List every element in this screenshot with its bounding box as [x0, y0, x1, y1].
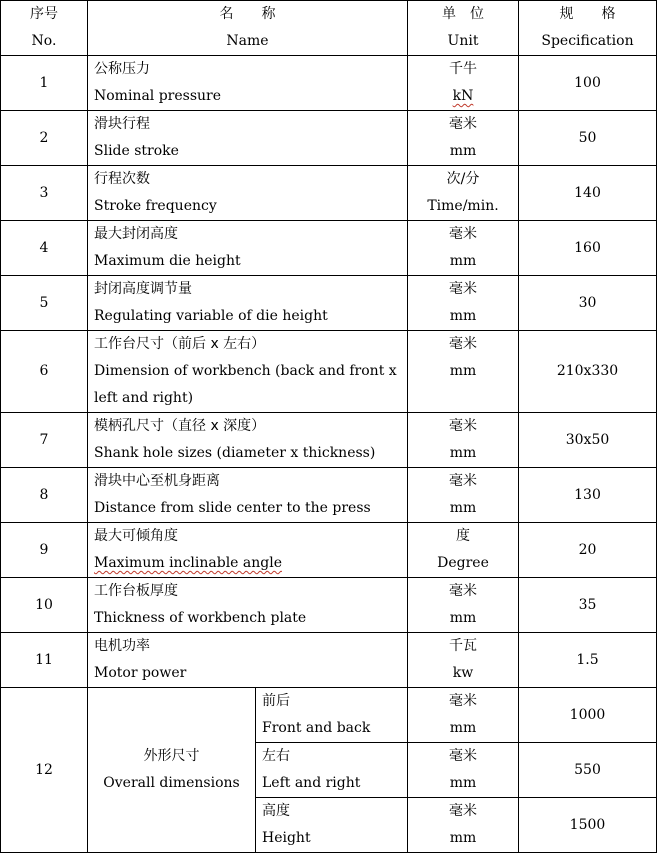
row-name-en: Maximum inclinable angle — [94, 555, 282, 571]
row-unit — [408, 468, 519, 523]
table-row — [1, 523, 657, 578]
row-name-en: Distance from slide center to the press — [94, 500, 371, 516]
row-name-en: Shank hole sizes (diameter x thickness) — [94, 445, 376, 461]
table-row — [1, 331, 657, 413]
row-number: 7 — [1, 413, 88, 468]
row-unit-en: mm — [449, 308, 477, 324]
header-unit-cell — [408, 1, 519, 56]
row-unit — [408, 276, 519, 331]
row12-sub-name-en: Front and back — [262, 720, 371, 736]
row-unit-en: mm — [449, 775, 477, 791]
row12-sub-name-en: Height — [262, 830, 311, 846]
row12-sub-name-zh: 前后 — [262, 693, 290, 709]
row-name-en: Maximum die height — [94, 253, 241, 269]
row-unit-en: Time/min. — [427, 198, 499, 214]
row-unit — [408, 578, 519, 633]
table-row — [1, 276, 657, 331]
row-unit-zh: 度 — [456, 528, 470, 544]
table-row-overall-front-back — [1, 688, 657, 743]
row-unit-en: kN — [452, 88, 474, 104]
row-name-zh: 工作台板厚度 — [94, 583, 178, 599]
row-name-zh: 工作台尺寸（前后 x 左右） — [94, 336, 266, 352]
header-name-en: Name — [226, 33, 269, 49]
table-row — [1, 166, 657, 221]
row-name-zh: 最大可倾角度 — [94, 528, 178, 544]
row-unit — [408, 413, 519, 468]
row-number: 4 — [1, 221, 88, 276]
row-unit-zh: 毫米 — [449, 748, 477, 764]
row-unit — [408, 798, 519, 853]
row-unit — [408, 56, 519, 111]
row-name-en: Regulating variable of die height — [94, 308, 328, 324]
row12-name-en: Overall dimensions — [103, 775, 240, 791]
row-unit-en: mm — [449, 363, 477, 379]
row-spec: 140 — [519, 166, 657, 221]
header-spec-cell — [519, 1, 657, 56]
row-spec: 30x50 — [519, 413, 657, 468]
row-name — [88, 111, 408, 166]
row-name-en: Thickness of workbench plate — [94, 610, 307, 626]
row-unit-zh: 毫米 — [449, 473, 477, 489]
header-no-cell — [1, 1, 88, 56]
row-unit — [408, 633, 519, 688]
row-spec: 50 — [519, 111, 657, 166]
row-name-zh: 封闭高度调节量 — [94, 281, 192, 297]
row-number: 11 — [1, 633, 88, 688]
row-name-en: Dimension of workbench (back and front x left and right) — [94, 363, 397, 406]
row-name-en: Stroke frequency — [94, 198, 217, 214]
row12-sub-name-en: Left and right — [262, 775, 361, 791]
row-unit — [408, 111, 519, 166]
row-name — [88, 413, 408, 468]
row-spec: 20 — [519, 523, 657, 578]
row-number: 8 — [1, 468, 88, 523]
row-unit-en: mm — [449, 445, 477, 461]
row-unit-en: mm — [449, 720, 477, 736]
row12-sub-name — [256, 798, 408, 853]
row-unit — [408, 166, 519, 221]
row-unit-zh: 毫米 — [449, 336, 477, 352]
row-unit-en: mm — [449, 143, 477, 159]
header-name-cell — [88, 1, 408, 56]
row-unit — [408, 221, 519, 276]
row-unit — [408, 688, 519, 743]
row-number: 3 — [1, 166, 88, 221]
row-unit — [408, 523, 519, 578]
row-number: 2 — [1, 111, 88, 166]
row-name-zh: 行程次数 — [94, 171, 150, 187]
row-unit-zh: 毫米 — [449, 418, 477, 434]
row-name — [88, 578, 408, 633]
row-name-zh: 滑块行程 — [94, 116, 150, 132]
row-spec: 1500 — [519, 798, 657, 853]
row-spec: 160 — [519, 221, 657, 276]
row-name-zh: 最大封闭高度 — [94, 226, 178, 242]
row12-sub-name — [256, 743, 408, 798]
row-name-zh: 电机功率 — [94, 638, 150, 654]
row-name — [88, 276, 408, 331]
row-name — [88, 468, 408, 523]
row-unit-en: mm — [449, 610, 477, 626]
row-name-zh: 模柄孔尺寸（直径 x 深度） — [94, 418, 266, 434]
row-unit-en: mm — [449, 500, 477, 516]
row-number: 1 — [1, 56, 88, 111]
row-unit-en: Degree — [437, 555, 489, 571]
header-unit-zh: 单 位 — [442, 6, 484, 22]
row-unit — [408, 743, 519, 798]
row-name — [88, 633, 408, 688]
table-row — [1, 413, 657, 468]
row-spec: 1.5 — [519, 633, 657, 688]
row-unit-zh: 次/分 — [446, 171, 480, 187]
row-unit-en: mm — [449, 253, 477, 269]
row-unit-en: mm — [449, 830, 477, 846]
row-unit-zh: 毫米 — [449, 226, 477, 242]
header-no-en: No. — [31, 33, 57, 49]
row-name — [88, 331, 408, 413]
table-row — [1, 111, 657, 166]
table-row — [1, 221, 657, 276]
table-row — [1, 633, 657, 688]
table-row — [1, 468, 657, 523]
row-unit-zh: 毫米 — [449, 803, 477, 819]
row-spec: 1000 — [519, 688, 657, 743]
row-name — [88, 221, 408, 276]
row-name-zh: 公称压力 — [94, 61, 150, 77]
row12-sub-name — [256, 688, 408, 743]
row12-sub-name-zh: 高度 — [262, 803, 290, 819]
row-number: 12 — [1, 688, 88, 853]
header-name-zh: 名 称 — [219, 6, 276, 22]
row-number: 6 — [1, 331, 88, 413]
row-name-en: Nominal pressure — [94, 88, 222, 104]
row-name — [88, 166, 408, 221]
row-name-en: Motor power — [94, 665, 187, 681]
row-spec: 210x330 — [519, 331, 657, 413]
row-number: 5 — [1, 276, 88, 331]
header-spec-en: Specification — [541, 33, 634, 49]
row-name-zh: 滑块中心至机身距离 — [94, 473, 220, 489]
row-name — [88, 56, 408, 111]
row-unit — [408, 331, 519, 413]
header-no-zh: 序号 — [30, 6, 58, 22]
row-spec: 550 — [519, 743, 657, 798]
row-spec: 35 — [519, 578, 657, 633]
row-spec: 130 — [519, 468, 657, 523]
row-unit-en: kw — [452, 665, 474, 681]
row-unit-zh: 千瓦 — [449, 638, 477, 654]
row-number: 10 — [1, 578, 88, 633]
header-row — [1, 1, 657, 56]
row-unit-zh: 毫米 — [449, 583, 477, 599]
row-spec: 30 — [519, 276, 657, 331]
header-spec-zh: 规 格 — [559, 6, 616, 22]
table-row — [1, 56, 657, 111]
row12-name — [88, 688, 256, 853]
row-unit-zh: 千牛 — [449, 61, 477, 77]
row-unit-zh: 毫米 — [449, 281, 477, 297]
row-number: 9 — [1, 523, 88, 578]
row12-name-zh: 外形尺寸 — [143, 748, 200, 764]
row12-sub-name-zh: 左右 — [262, 748, 290, 764]
header-unit-en: Unit — [447, 33, 479, 49]
row-name — [88, 523, 408, 578]
row-unit-zh: 毫米 — [449, 693, 477, 709]
row-name-en: Slide stroke — [94, 143, 179, 159]
row-unit-zh: 毫米 — [449, 116, 477, 132]
row-spec: 100 — [519, 56, 657, 111]
table-row — [1, 578, 657, 633]
